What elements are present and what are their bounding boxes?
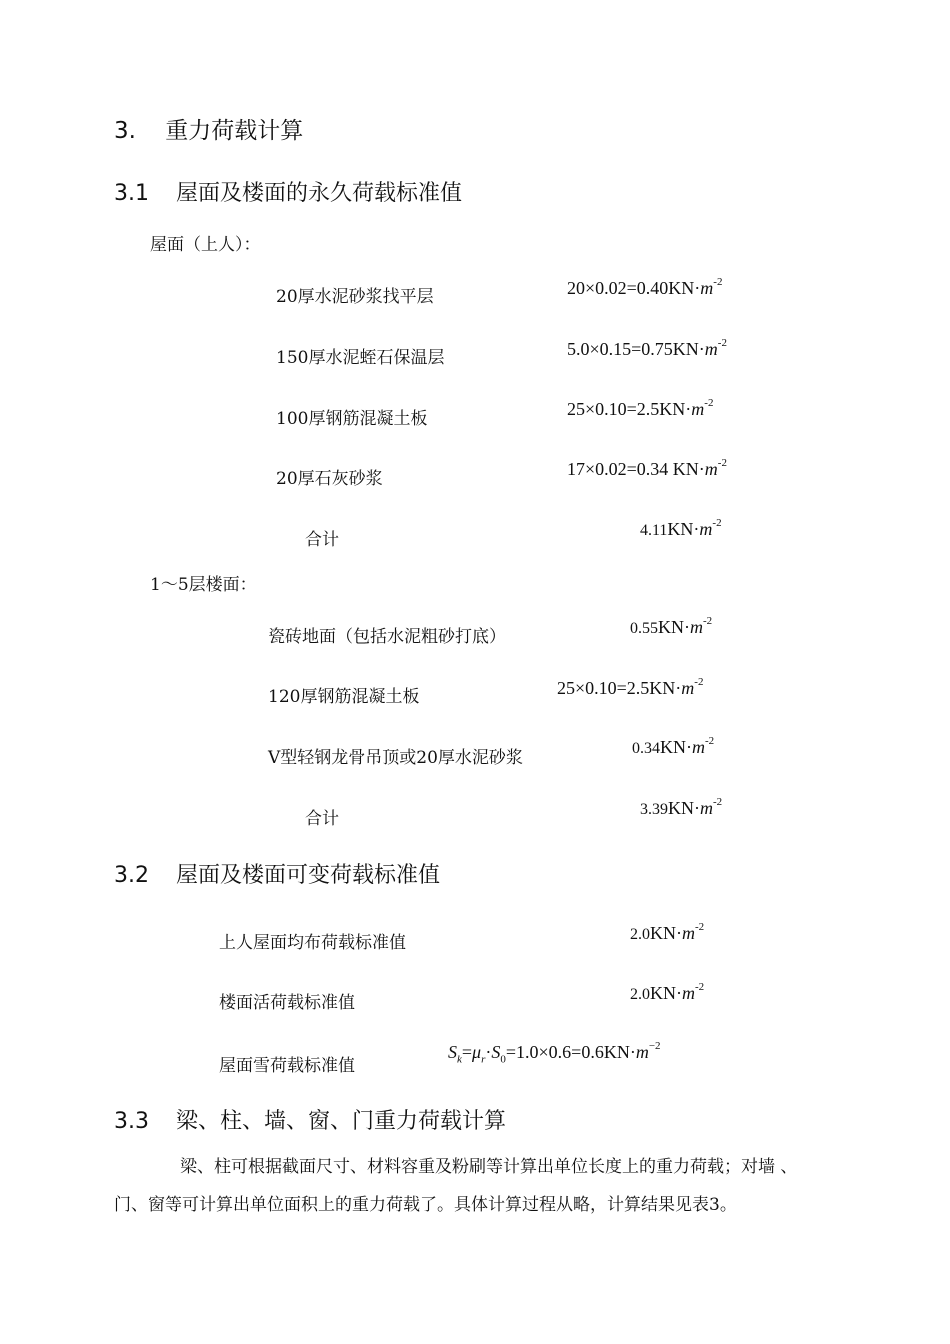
unit-m: m [699,519,713,539]
unit-m: m [682,923,695,943]
live-item-label: 上人屋面均布荷载标准值 [219,933,406,953]
formula-sub-0: 0 [500,1053,506,1066]
roof-item-label: 20厚石灰砂浆 [276,469,383,489]
unit-m: m [690,617,703,637]
formula-dot: · [485,1042,492,1062]
unit-m: m [700,798,713,818]
unit-m: m [635,1042,649,1062]
value-text: 3.39 [640,801,668,818]
roof-item-label: 150厚水泥蛭石保温层 [276,348,445,368]
floor-item-label: V型轻钢龙骨吊顶或20厚水泥砂浆 [268,748,523,768]
value-text: 17×0.02=0.34 KN· [567,459,705,479]
formula-sub-r: r [481,1053,486,1066]
unit-text: KN· [668,798,700,818]
unit-text: KN· [660,737,692,757]
floor-total-label: 合计 [305,809,339,829]
value-text: 4.11 [640,522,668,539]
roof-item-value [567,278,722,299]
live-item-value [630,923,704,944]
floor-total-value [640,798,722,819]
snow-label: 屋面雪荷载标准值 [219,1056,355,1076]
unit-exp: -2 [713,796,723,808]
live-item-value [630,983,704,1004]
formula-eq: = [461,1042,473,1062]
value-text: 2.0 [630,986,650,1003]
roof-item-value [567,399,713,420]
section-number: 3.3 [114,1109,149,1134]
value-text: 25×0.10=2.5KN· [567,399,692,419]
unit-exp: -2 [712,517,722,529]
unit-text: KN· [667,519,700,539]
unit-text: KN· [650,923,682,943]
unit-exp: -2 [703,615,713,627]
unit-text: KN· [658,617,690,637]
roof-total-value [640,519,722,540]
section-number: 3.2 [114,863,149,888]
unit-m: m [704,339,718,359]
value-text: 0.55 [630,620,658,637]
section-3-2-heading [114,858,440,889]
unit-exp: -2 [705,735,715,747]
unit-exp: -2 [704,397,714,409]
floor-item-label: 120厚钢筋混凝土板 [268,687,420,707]
roof-heading: 屋面（上人）： [150,235,261,255]
section-number: 3.1 [114,181,149,206]
floor-item-value [630,617,712,638]
unit-exp: -2 [695,981,705,993]
section-title: 屋面及楼面的永久荷载标准值 [176,181,463,206]
unit-m: m [682,983,695,1003]
unit-exp: −2 [648,1040,661,1052]
roof-item-label: 20厚水泥砂浆找平层 [276,287,434,307]
unit-m: m [700,278,714,298]
roof-item-value [567,459,727,480]
formula-sub-k: k [457,1053,462,1066]
section-3-heading [114,112,303,145]
value-text: 2.0 [630,926,650,943]
value-text: 20×0.02=0.40KN· [567,278,701,298]
unit-exp: -2 [717,457,727,469]
value-text: 5.0×0.15=0.75KN· [567,339,705,359]
value-text: 0.34 [632,740,660,757]
floor-item-value [557,678,703,699]
roof-item-value [567,339,727,360]
unit-exp: -2 [695,921,705,933]
formula-s0: S [491,1042,501,1062]
section-3-3-heading [114,1104,506,1135]
live-item-label: 楼面活荷载标准值 [219,993,355,1013]
section-number: 3. [114,118,136,144]
unit-exp: -2 [694,676,704,688]
value-text: 25×0.10=2.5KN· [557,678,682,698]
floor-item-label: 瓷砖地面（包括水泥粗砂打底） [268,627,506,647]
section-title: 屋面及楼面可变荷载标准值 [176,863,441,888]
unit-m: m [704,459,718,479]
roof-item-label: 100厚钢筋混凝土板 [276,409,428,429]
unit-m: m [691,399,705,419]
unit-m: m [681,678,695,698]
section-3-1-heading [114,176,462,207]
unit-text: KN· [650,983,682,1003]
paragraph-line-2: 门、窗等可计算出单位面积上的重力荷载了。具体计算过程从略，计算结果见表3。 [114,1195,737,1215]
section-title: 梁、柱、墙、窗、门重力荷载计算 [176,1109,507,1134]
unit-exp: -2 [713,276,723,288]
formula-rest: =1.0×0.6=0.6KN· [505,1042,636,1062]
unit-exp: -2 [717,337,727,349]
formula-s: S [448,1042,457,1062]
unit-m: m [692,737,705,757]
floor-heading: 1～5层楼面： [150,575,257,595]
formula-mu: μ [472,1042,482,1062]
roof-total-label: 合计 [305,530,339,550]
floor-item-value [632,737,714,758]
paragraph-line-1: 梁、柱可根据截面尺寸、材料容重及粉刷等计算出单位长度上的重力荷载；对墙 、 [180,1157,798,1177]
section-title: 重力荷载计算 [165,118,304,144]
snow-formula [448,1042,661,1066]
